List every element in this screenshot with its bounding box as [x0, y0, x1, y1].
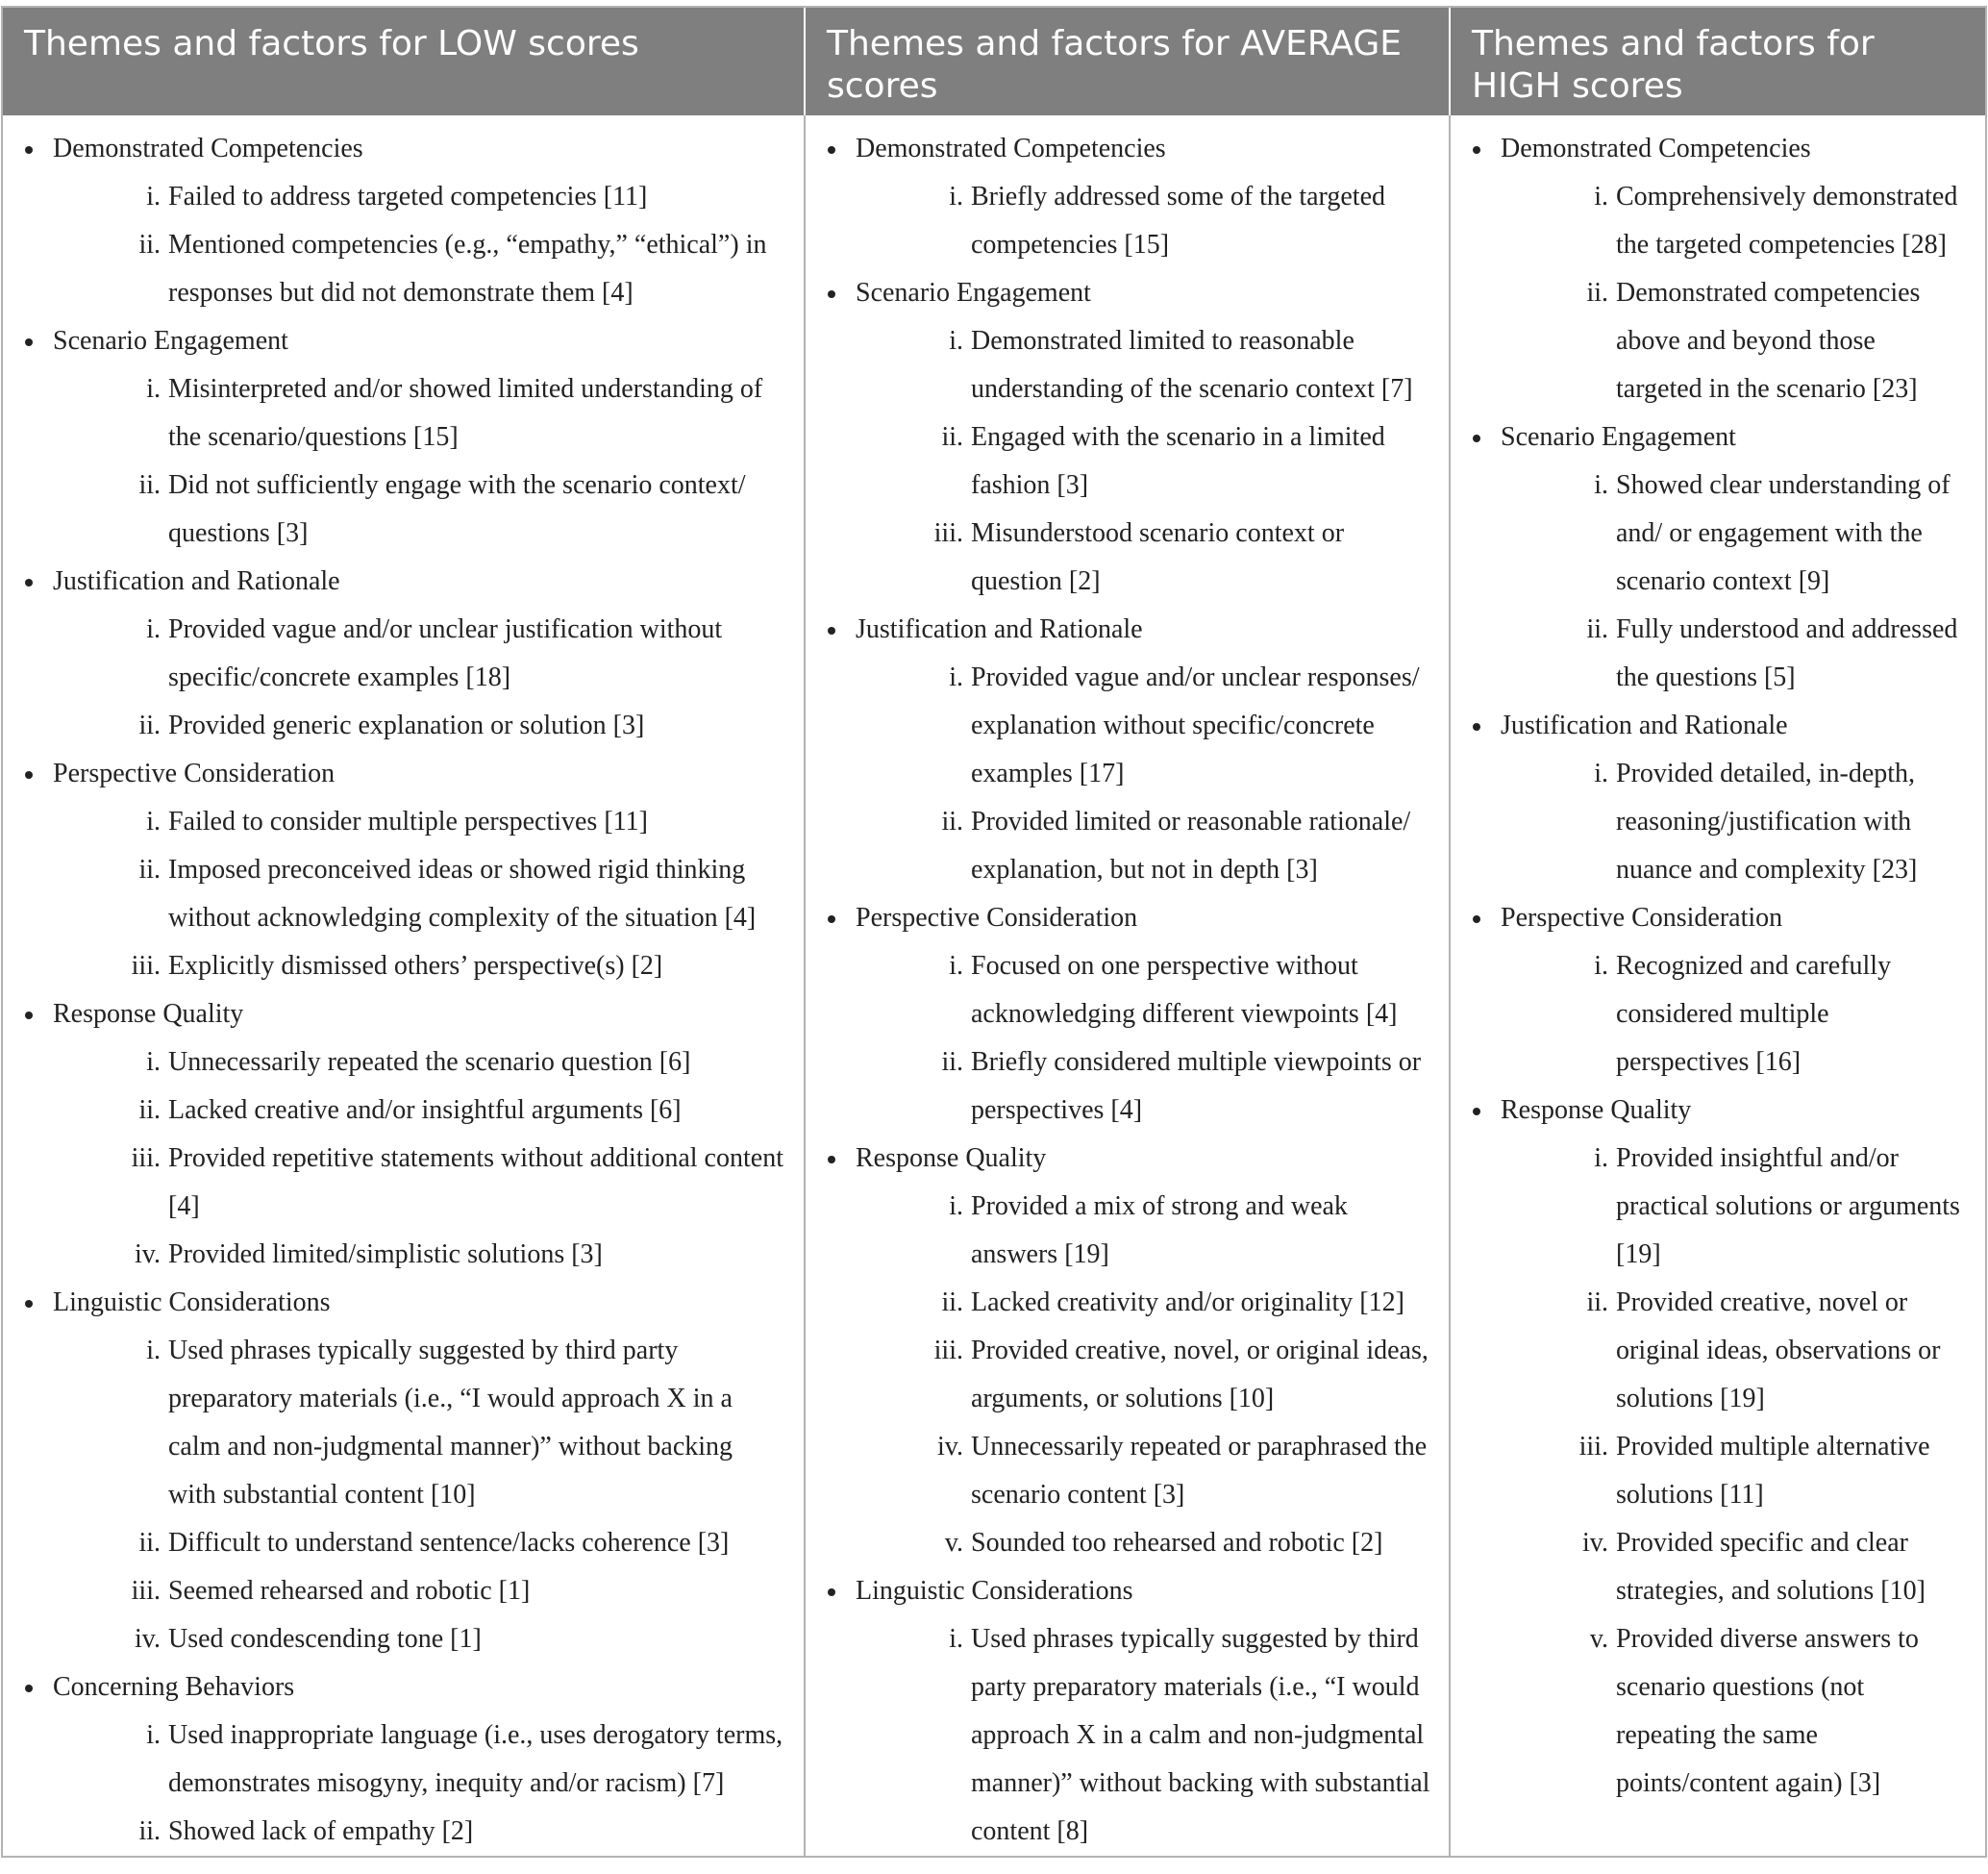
- header-low: Themes and factors for LOW scores: [3, 8, 804, 115]
- factor-item: [1501, 462, 1968, 606]
- factor-item: [856, 1423, 1431, 1519]
- factor-item: [53, 221, 786, 317]
- factor-item: [1501, 269, 1968, 413]
- theme-name: Perspective Consideration: [1501, 903, 1783, 933]
- factor-number: iv.: [135, 1239, 161, 1269]
- factor-item: [856, 942, 1431, 1038]
- factor-item: [53, 1231, 786, 1279]
- themes-table: [1, 6, 1987, 1858]
- factor-number: iii.: [933, 518, 963, 548]
- factor-number: i.: [1594, 759, 1608, 788]
- factor-number: i.: [146, 374, 161, 404]
- factor-number: iv.: [937, 1432, 963, 1462]
- factor-list: [1501, 942, 1968, 1087]
- theme-name: Demonstrated Competencies: [856, 134, 1166, 163]
- factor-text: Explicitly dismissed others’ perspective(s) [2]: [168, 951, 663, 981]
- factor-text: Provided specific and clear strategies, and solutions [10]: [1616, 1528, 1926, 1606]
- factor-text: Difficult to understand sentence/lacks coherence [3]: [168, 1528, 730, 1558]
- factor-text: Imposed preconceived ideas or showed rigid thinking without acknowledging complexity of the situation [4]: [168, 855, 757, 933]
- factor-text: Provided creative, novel or original ideas, observations or solutions [19]: [1616, 1287, 1941, 1413]
- factor-item: [1501, 1135, 1968, 1279]
- factor-text: Provided diverse answers to scenario questions (not repeating the same points/content again) [3]: [1616, 1624, 1919, 1798]
- theme-item: [1451, 125, 1968, 413]
- factor-list: [53, 365, 786, 558]
- theme-name: Justification and Rationale: [53, 566, 340, 596]
- factor-item: [856, 1327, 1431, 1423]
- factor-text: Demonstrated limited to reasonable understanding of the scenario context [7]: [971, 326, 1413, 404]
- factor-text: Demonstrated competencies above and beyond those targeted in the scenario [23]: [1616, 278, 1921, 404]
- theme-name: Perspective Consideration: [856, 903, 1138, 933]
- factor-number: iv.: [1582, 1528, 1608, 1558]
- factor-text: Provided repetitive statements without additional content [4]: [168, 1143, 783, 1221]
- factor-number: iii.: [131, 1143, 161, 1173]
- factor-list: [53, 606, 786, 750]
- factor-text: Used condescending tone [1]: [168, 1624, 482, 1654]
- factor-item: [53, 846, 786, 942]
- factor-number: ii.: [138, 1528, 161, 1558]
- factor-text: Used inappropriate language (i.e., uses derogatory terms, demonstrates misogyny, inequity and/or racism) [7]: [168, 1720, 783, 1798]
- factor-text: Lacked creative and/or insightful arguments [6]: [168, 1095, 682, 1125]
- factor-item: [53, 1135, 786, 1231]
- factor-number: ii.: [941, 1047, 963, 1077]
- factor-item: [1501, 750, 1968, 894]
- factor-number: v.: [944, 1528, 963, 1558]
- theme-item: [3, 990, 786, 1279]
- factor-item: [1501, 1615, 1968, 1808]
- factor-item: [53, 365, 786, 462]
- theme-name: Concerning Behaviors: [53, 1672, 295, 1702]
- factor-number: ii.: [138, 855, 161, 885]
- factor-item: [53, 1519, 786, 1567]
- factor-text: Provided limited/simplistic solutions [3]: [168, 1239, 603, 1269]
- theme-item: [3, 125, 786, 317]
- factor-item: [53, 702, 786, 750]
- factor-item: [856, 413, 1431, 510]
- factor-item: [856, 510, 1431, 606]
- factor-number: ii.: [138, 230, 161, 260]
- theme-item: [1451, 1087, 1968, 1808]
- factor-item: [856, 1183, 1431, 1279]
- factor-item: [53, 1615, 786, 1663]
- factor-number: iii.: [131, 951, 161, 981]
- factor-list: [856, 317, 1431, 606]
- theme-item: [3, 750, 786, 990]
- factor-item: [53, 1038, 786, 1087]
- theme-name: Scenario Engagement: [53, 326, 288, 356]
- theme-item: [3, 558, 786, 750]
- factor-number: ii.: [138, 1095, 161, 1125]
- factor-number: i.: [146, 1336, 161, 1365]
- factor-number: i.: [146, 1720, 161, 1750]
- factor-number: ii.: [1586, 1287, 1608, 1317]
- factor-number: ii.: [138, 711, 161, 740]
- factor-item: [1501, 1423, 1968, 1519]
- factor-list: [53, 173, 786, 317]
- factor-item: [53, 798, 786, 846]
- factor-text: Engaged with the scenario in a limited fashion [3]: [971, 422, 1385, 500]
- factor-text: Provided detailed, in-depth, reasoning/justification with nuance and complexity [23]: [1616, 759, 1918, 885]
- factor-list: [53, 798, 786, 990]
- factor-number: i.: [146, 614, 161, 644]
- factor-text: Provided vague and/or unclear justification without specific/concrete examples [18]: [168, 614, 723, 692]
- factor-number: i.: [146, 807, 161, 837]
- factor-item: [856, 798, 1431, 894]
- factor-text: Showed clear understanding of and/ or engagement with the scenario context [9]: [1616, 470, 1951, 596]
- theme-name: Demonstrated Competencies: [1501, 134, 1811, 163]
- theme-name: Response Quality: [1501, 1095, 1692, 1125]
- factor-number: ii.: [941, 422, 963, 452]
- factor-item: [856, 317, 1431, 413]
- factor-text: Misinterpreted and/or showed limited understanding of the scenario/questions [15]: [168, 374, 763, 452]
- factor-number: ii.: [941, 1287, 963, 1317]
- factor-list: [1501, 1135, 1968, 1808]
- factor-number: i.: [1594, 951, 1608, 981]
- factor-item: [856, 1279, 1431, 1327]
- factor-number: i.: [949, 326, 963, 356]
- factor-number: ii.: [941, 807, 963, 837]
- theme-item: [806, 125, 1431, 269]
- factor-item: [856, 173, 1431, 269]
- factor-list: [856, 1615, 1431, 1856]
- factor-text: Showed lack of empathy [2]: [168, 1816, 474, 1846]
- theme-name: Response Quality: [856, 1143, 1047, 1173]
- factor-item: [53, 1712, 786, 1808]
- factor-item: [1501, 606, 1968, 702]
- factor-text: Focused on one perspective without acknowledging different viewpoints [4]: [971, 951, 1398, 1029]
- theme-name: Justification and Rationale: [1501, 711, 1788, 740]
- header-high: Themes and factors for HIGH scores: [1449, 8, 1985, 115]
- factor-number: ii.: [138, 470, 161, 500]
- theme-item: [3, 317, 786, 558]
- theme-item: [3, 1663, 786, 1856]
- factor-text: Provided a mix of strong and weak answers [19]: [971, 1191, 1348, 1269]
- factor-text: Recognized and carefully considered multiple perspectives [16]: [1616, 951, 1892, 1077]
- factor-list: [53, 1038, 786, 1279]
- theme-item: [806, 606, 1431, 894]
- factor-list: [856, 654, 1431, 894]
- factor-text: Mentioned competencies (e.g., “empathy,” “ethical”) in responses but did not demonstrate them [4]: [168, 230, 767, 308]
- factor-text: Did not sufficiently engage with the scenario context/ questions [3]: [168, 470, 746, 548]
- factor-number: iii.: [1578, 1432, 1608, 1462]
- factor-text: Used phrases typically suggested by third party preparatory materials (i.e., “I would approach X in a calm and non-judgmental manner)” without backing with substantial content [10]: [168, 1336, 733, 1510]
- factor-text: Briefly considered multiple viewpoints or perspectives [4]: [971, 1047, 1422, 1125]
- factor-text: Provided creative, novel, or original ideas, arguments, or solutions [10]: [971, 1336, 1429, 1413]
- factor-number: i.: [949, 662, 963, 692]
- factor-list: [1501, 462, 1968, 702]
- theme-name: Linguistic Considerations: [856, 1576, 1133, 1606]
- factor-number: i.: [146, 1047, 161, 1077]
- factor-item: [53, 1087, 786, 1135]
- factor-text: Fully understood and addressed the questions [5]: [1616, 614, 1958, 692]
- theme-item: [806, 269, 1431, 606]
- theme-item: [806, 894, 1431, 1135]
- factor-number: i.: [146, 182, 161, 212]
- factor-text: Unnecessarily repeated the scenario question [6]: [168, 1047, 691, 1077]
- factor-text: Provided vague and/or unclear responses/ explanation without specific/concrete examples [17]: [971, 662, 1420, 788]
- theme-name: Response Quality: [53, 999, 244, 1029]
- factor-text: Lacked creativity and/or originality [12]: [971, 1287, 1404, 1317]
- factor-item: [1501, 1279, 1968, 1423]
- factor-number: ii.: [138, 1816, 161, 1846]
- factor-number: ii.: [1586, 614, 1608, 644]
- factor-number: i.: [949, 1191, 963, 1221]
- factor-number: i.: [949, 182, 963, 212]
- theme-name: Scenario Engagement: [1501, 422, 1736, 452]
- factor-number: ii.: [1586, 278, 1608, 308]
- factor-list: [53, 1327, 786, 1663]
- factor-text: Used phrases typically suggested by third party preparatory materials (i.e., “I would approach X in a calm and non-judgmental manner)” without backing with substantial content [8]: [971, 1624, 1430, 1846]
- theme-item: [1451, 413, 1968, 702]
- factor-text: Misunderstood scenario context or question [2]: [971, 518, 1345, 596]
- factor-text: Failed to address targeted competencies [11]: [168, 182, 648, 212]
- theme-item: [806, 1135, 1431, 1567]
- theme-item: [1451, 894, 1968, 1087]
- factor-text: Provided limited or reasonable rationale/ explanation, but not in depth [3]: [971, 807, 1411, 885]
- factor-text: Seemed rehearsed and robotic [1]: [168, 1576, 531, 1606]
- factor-item: [53, 462, 786, 558]
- factor-number: iv.: [135, 1624, 161, 1654]
- factor-item: [53, 1567, 786, 1615]
- factor-item: [53, 942, 786, 990]
- factor-item: [856, 654, 1431, 798]
- factor-text: Sounded too rehearsed and robotic [2]: [971, 1528, 1383, 1558]
- factor-item: [856, 1038, 1431, 1135]
- factor-number: i.: [949, 1624, 963, 1654]
- factor-item: [53, 606, 786, 702]
- factor-item: [1501, 942, 1968, 1087]
- factor-text: Provided generic explanation or solution [3]: [168, 711, 645, 740]
- factor-list: [53, 1712, 786, 1856]
- theme-name: Linguistic Considerations: [53, 1287, 331, 1317]
- factor-text: Briefly addressed some of the targeted competencies [15]: [971, 182, 1386, 260]
- factor-list: [856, 942, 1431, 1135]
- theme-item: [3, 1279, 786, 1663]
- header-average: Themes and factors for AVERAGE scores: [804, 8, 1449, 115]
- column-high: [1449, 115, 1985, 1856]
- factor-number: i.: [1594, 1143, 1608, 1173]
- factor-list: [1501, 750, 1968, 894]
- column-average: [804, 115, 1449, 1856]
- factor-number: v.: [1589, 1624, 1608, 1654]
- column-low: [3, 115, 804, 1856]
- factor-text: Provided insightful and/or practical solutions or arguments [19]: [1616, 1143, 1960, 1269]
- factor-text: Unnecessarily repeated or paraphrased the scenario content [3]: [971, 1432, 1428, 1510]
- factor-item: [53, 1327, 786, 1519]
- factor-item: [53, 1808, 786, 1856]
- factor-number: i.: [949, 951, 963, 981]
- factor-list: [856, 1183, 1431, 1567]
- factor-text: Provided multiple alternative solutions [11]: [1616, 1432, 1930, 1510]
- theme-item: [1451, 702, 1968, 894]
- factor-item: [1501, 173, 1968, 269]
- factor-item: [856, 1615, 1431, 1856]
- factor-item: [856, 1519, 1431, 1567]
- theme-name: Scenario Engagement: [856, 278, 1091, 308]
- factor-number: iii.: [933, 1336, 963, 1365]
- factor-text: Failed to consider multiple perspectives [11]: [168, 807, 648, 837]
- theme-name: Perspective Consideration: [53, 759, 335, 788]
- factor-item: [53, 173, 786, 221]
- factor-text: Comprehensively demonstrated the targeted competencies [28]: [1616, 182, 1958, 260]
- factor-number: i.: [1594, 182, 1608, 212]
- factor-list: [856, 173, 1431, 269]
- factor-item: [1501, 1519, 1968, 1615]
- theme-name: Demonstrated Competencies: [53, 134, 363, 163]
- factor-number: i.: [1594, 470, 1608, 500]
- factor-number: iii.: [131, 1576, 161, 1606]
- factor-list: [1501, 173, 1968, 413]
- theme-name: Justification and Rationale: [856, 614, 1143, 644]
- theme-item: [806, 1567, 1431, 1856]
